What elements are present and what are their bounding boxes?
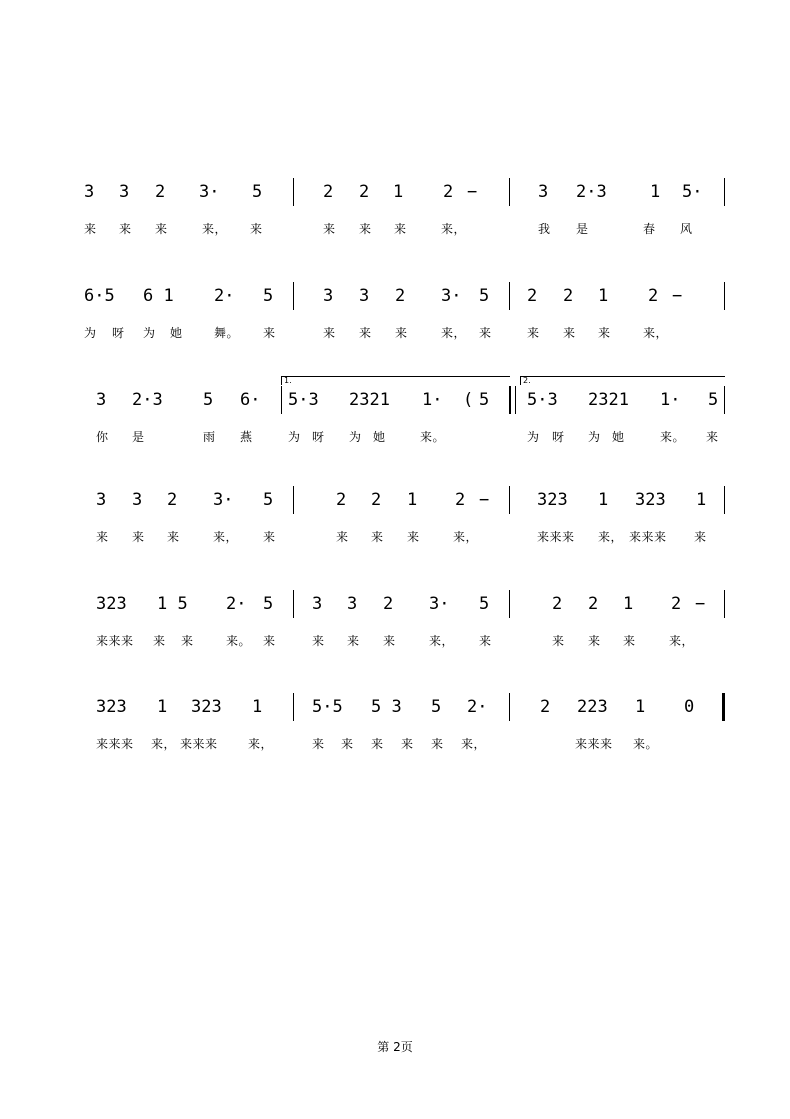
note: 3	[119, 182, 130, 202]
note: 3	[84, 182, 95, 202]
lyric: 来来来	[180, 737, 218, 751]
lyric: 春	[643, 222, 656, 236]
lyric: 为	[527, 430, 540, 444]
note: 3	[323, 286, 334, 306]
note: 2·	[226, 594, 247, 614]
final-barline	[722, 693, 725, 721]
paren: (	[463, 390, 474, 410]
dash: −	[672, 286, 683, 306]
lyric: 雨	[203, 430, 216, 444]
page-number: 第 2页	[377, 1040, 413, 1054]
note: 1	[598, 286, 609, 306]
note: 2·	[214, 286, 235, 306]
lyric: 来，	[461, 737, 487, 751]
barline	[293, 693, 294, 721]
lyric: 来	[181, 634, 194, 648]
note: 0	[684, 697, 695, 717]
lyric: 来	[563, 326, 576, 340]
lyric: 来，	[248, 737, 274, 751]
lyric: 来，	[429, 634, 455, 648]
note: 1	[598, 490, 609, 510]
note: 2	[671, 594, 682, 614]
lyric: 我	[538, 222, 551, 236]
note: 5	[263, 490, 274, 510]
lyric: 来。	[226, 634, 252, 648]
lyric: 来	[407, 530, 420, 544]
note: 5	[479, 594, 490, 614]
note: 5	[252, 182, 263, 202]
lyric: 来	[263, 326, 276, 340]
note: 1·	[660, 390, 681, 410]
note: 323	[96, 697, 127, 717]
lyric: 来	[598, 326, 611, 340]
note: 3	[132, 490, 143, 510]
note: 2	[540, 697, 551, 717]
note: 2	[336, 490, 347, 510]
note: 1	[696, 490, 707, 510]
note: 2	[527, 286, 538, 306]
lyric: 来	[323, 326, 336, 340]
lyric: 来。	[420, 430, 446, 444]
barline	[509, 590, 510, 618]
lyric: 呀	[312, 430, 325, 444]
lyric: 是	[132, 430, 145, 444]
barline	[724, 486, 725, 514]
lyric: 为	[84, 326, 97, 340]
note: 2·3	[132, 390, 163, 410]
system-2	[0, 286, 790, 366]
lyric: 来	[706, 430, 719, 444]
note: 5·3	[527, 390, 558, 410]
lyric: 来来来	[537, 530, 575, 544]
note: 5	[263, 286, 274, 306]
lyric: 来	[155, 222, 168, 236]
barline	[724, 386, 725, 414]
note: 2	[323, 182, 334, 202]
note: 1	[623, 594, 634, 614]
lyric: 来	[119, 222, 132, 236]
note: 3·	[199, 182, 220, 202]
system-3	[0, 376, 790, 470]
note: 2	[395, 286, 406, 306]
note: 3·	[429, 594, 450, 614]
note: 3	[96, 490, 107, 510]
lyric: 来	[371, 530, 384, 544]
lyric: 来	[431, 737, 444, 751]
barline	[724, 590, 725, 618]
note: 5	[708, 390, 719, 410]
dash: −	[479, 490, 490, 510]
lyric: 来	[132, 530, 145, 544]
note: 5·3	[288, 390, 319, 410]
barline	[293, 282, 294, 310]
lyric: 来	[167, 530, 180, 544]
lyric: 为	[588, 430, 601, 444]
note: 5 3	[371, 697, 402, 717]
lyric: 来，	[441, 326, 467, 340]
note: 2321	[349, 390, 390, 410]
note: 2	[588, 594, 599, 614]
lyric: 来	[312, 634, 325, 648]
lyric: 来来来	[629, 530, 667, 544]
lyric: 风	[680, 222, 693, 236]
lyric: 她	[373, 430, 386, 444]
note: 5·5	[312, 697, 343, 717]
system-1	[0, 182, 790, 262]
lyric: 来	[588, 634, 601, 648]
dash: −	[467, 182, 478, 202]
lyric: 来	[694, 530, 707, 544]
lyric: 来	[394, 222, 407, 236]
lyric: 来。	[633, 737, 659, 751]
lyric: 来	[96, 530, 109, 544]
lyric: 来	[371, 737, 384, 751]
system-5	[0, 594, 790, 674]
note: 1	[650, 182, 661, 202]
volta-label: 2.	[523, 376, 531, 385]
lyric: 来	[312, 737, 325, 751]
note: 5	[479, 390, 490, 410]
note: 2	[455, 490, 466, 510]
note: 6·	[240, 390, 261, 410]
barline	[509, 178, 510, 206]
note: 3	[96, 390, 107, 410]
lyric: 你	[96, 430, 109, 444]
note: 5	[431, 697, 442, 717]
lyric: 来。	[660, 430, 686, 444]
lyric: 来，	[441, 222, 467, 236]
note: 2	[359, 182, 370, 202]
barline	[293, 590, 294, 618]
barline	[724, 178, 725, 206]
lyric: 来，	[598, 530, 624, 544]
note: 1	[252, 697, 263, 717]
note: 3	[538, 182, 549, 202]
lyric: 来	[401, 737, 414, 751]
note: 1	[635, 697, 646, 717]
note: 3	[359, 286, 370, 306]
note: 6·5	[84, 286, 115, 306]
system-4	[0, 490, 790, 570]
note: 2	[443, 182, 454, 202]
lyric: 呀	[112, 326, 125, 340]
note: 2·3	[576, 182, 607, 202]
barline	[724, 282, 725, 310]
note: 2	[648, 286, 659, 306]
note: 3·	[213, 490, 234, 510]
barline	[293, 486, 294, 514]
volta-bracket-1	[281, 376, 510, 385]
note: 2321	[588, 390, 629, 410]
lyric: 来来来	[96, 634, 134, 648]
note: 1·	[422, 390, 443, 410]
lyric: 来	[527, 326, 540, 340]
lyric: 来	[359, 222, 372, 236]
lyric: 来	[263, 634, 276, 648]
repeat-barline	[509, 386, 511, 414]
note: 1	[393, 182, 404, 202]
lyric: 来，	[151, 737, 177, 751]
lyric: 为	[143, 326, 156, 340]
lyric: 来	[336, 530, 349, 544]
note: 5	[263, 594, 274, 614]
note: 1 5	[157, 594, 188, 614]
lyric: 来，	[643, 326, 669, 340]
lyric: 来	[341, 737, 354, 751]
lyric: 燕	[240, 430, 253, 444]
lyric: 是	[576, 222, 589, 236]
note: 1	[157, 697, 168, 717]
barline	[509, 486, 510, 514]
barline	[281, 386, 282, 414]
note: 223	[577, 697, 608, 717]
note: 2·	[467, 697, 488, 717]
lyric: 来	[263, 530, 276, 544]
volta-bracket-2	[520, 376, 725, 385]
lyric: 来，	[453, 530, 479, 544]
note: 2	[563, 286, 574, 306]
dash: −	[695, 594, 706, 614]
barline	[509, 282, 510, 310]
note: 2	[552, 594, 563, 614]
note: 3·	[441, 286, 462, 306]
lyric: 舞。	[214, 326, 240, 340]
note: 6 1	[143, 286, 174, 306]
note: 2	[167, 490, 178, 510]
volta-label: 1.	[284, 376, 292, 385]
note: 5·	[682, 182, 703, 202]
lyric: 来	[479, 326, 492, 340]
lyric: 来	[250, 222, 263, 236]
lyric: 来	[623, 634, 636, 648]
lyric: 来来来	[575, 737, 613, 751]
lyric: 来，	[213, 530, 239, 544]
lyric: 她	[170, 326, 183, 340]
lyric: 为	[349, 430, 362, 444]
barline	[509, 693, 510, 721]
lyric: 呀	[552, 430, 565, 444]
lyric: 她	[612, 430, 625, 444]
lyric: 来	[84, 222, 97, 236]
note: 323	[191, 697, 222, 717]
lyric: 来	[153, 634, 166, 648]
barline	[293, 178, 294, 206]
note: 2	[371, 490, 382, 510]
lyric: 来	[383, 634, 396, 648]
lyric: 来	[359, 326, 372, 340]
barline	[515, 386, 516, 414]
system-6	[0, 697, 790, 777]
lyric: 来	[323, 222, 336, 236]
lyric: 来	[479, 634, 492, 648]
note: 5	[203, 390, 214, 410]
lyric: 来	[347, 634, 360, 648]
lyric: 来	[395, 326, 408, 340]
note: 3	[312, 594, 323, 614]
lyric: 来，	[202, 222, 228, 236]
note: 2	[383, 594, 394, 614]
lyric: 来，	[669, 634, 695, 648]
note: 1	[407, 490, 418, 510]
lyric: 为	[288, 430, 301, 444]
lyric: 来	[552, 634, 565, 648]
note: 323	[537, 490, 568, 510]
note: 323	[635, 490, 666, 510]
lyric: 来来来	[96, 737, 134, 751]
note: 5	[479, 286, 490, 306]
note: 2	[155, 182, 166, 202]
note: 323	[96, 594, 127, 614]
note: 3	[347, 594, 358, 614]
